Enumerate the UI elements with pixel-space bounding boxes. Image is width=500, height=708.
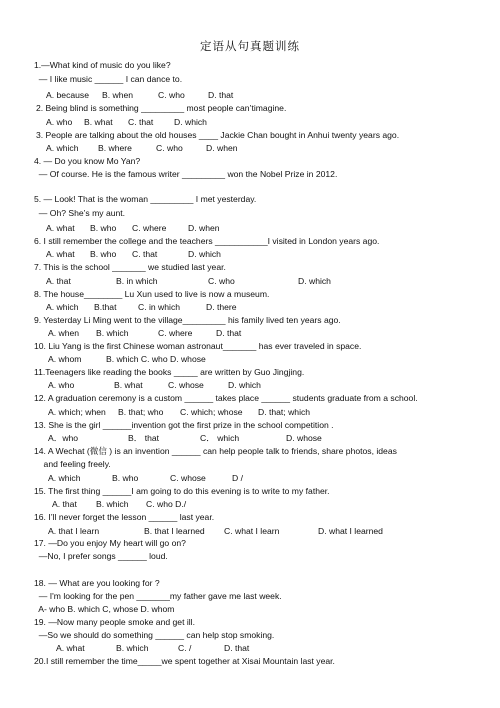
q18-line2: — I'm looking for the pen _______my father gave me last week. <box>34 591 282 601</box>
q5-line2: — Oh? She’s my aunt. <box>34 208 126 218</box>
q10-option-a: A. whom <box>48 354 82 364</box>
q19-option-a: A. what <box>56 643 85 653</box>
q1-option-a: A. because <box>46 90 89 100</box>
q9-line1: 9. Yesterday Li Ming went to the village_________ his family lived ten years ago. <box>34 315 341 325</box>
q15-option-b: B. which <box>96 499 129 509</box>
q5-line1: 5. — Look! That is the woman _________ I met yesterday. <box>34 194 257 204</box>
q6-line1: 6. I still remember the college and the teachers ___________I visited in London years ago. <box>34 236 380 246</box>
q6-option-b: B. who <box>90 249 117 259</box>
q13-option-a: A．who <box>48 433 79 443</box>
q13-option-c: C． which <box>200 433 240 443</box>
q10-line1: 10. Liu Yang is the first Chinese woman astronaut_______ has ever traveled in space. <box>34 341 362 351</box>
q17-line2: —No, I prefer songs ______ loud. <box>34 551 168 561</box>
q7-line1: 7. This is the school _______ we studied last year. <box>34 262 226 272</box>
q13-option-d: D. whose <box>286 433 322 443</box>
q5-option-b: B. who <box>90 223 117 233</box>
q19-line2: —So we should do something ______ can help stop smoking. <box>34 630 275 640</box>
q12-option-d: D. that; which <box>258 407 311 417</box>
q12-option-a: A. which; when <box>48 407 106 417</box>
q12-option-c: C. which; whose <box>180 407 243 417</box>
q13-line1: 13. She is the girl ______invention got the first prize in the school competition . <box>34 420 334 430</box>
q9-option-a: A. when <box>48 328 80 338</box>
q5-option-d: D. when <box>188 223 220 233</box>
q13-option-b: B． that <box>128 433 160 443</box>
q19-option-c: C. / <box>178 643 192 653</box>
q10-option-bcd: B. which C. who D. whose <box>106 354 206 364</box>
q2-option-b: B. what <box>84 117 113 127</box>
q15-option-cd: C. who D./ <box>146 499 187 509</box>
q9-option-b: B. which <box>96 328 129 338</box>
q5-option-c: C. where <box>132 223 167 233</box>
q8-option-c: C. in which <box>138 302 181 312</box>
q11-option-d: D. which <box>228 380 261 390</box>
page-title: 定语从句真题训练 <box>200 39 300 53</box>
q16-option-a: A. that I learn <box>48 526 100 536</box>
q18-line1: 18. — What are you looking for ? <box>34 578 160 588</box>
q19-option-d: D. that <box>224 643 250 653</box>
q19-option-b: B. which <box>116 643 149 653</box>
q1-line1: 1.—What kind of music do you like? <box>34 60 171 70</box>
q1-option-c: C. who <box>158 90 185 100</box>
q3-option-b: B. where <box>98 143 132 153</box>
q19-line1: 19. —Now many people smoke and get ill. <box>34 617 195 627</box>
q9-option-d: D. that <box>216 328 242 338</box>
q8-option-d: D. there <box>206 302 237 312</box>
q12-option-b: B. that; who <box>118 407 164 417</box>
q11-option-c: C. whose <box>168 380 204 390</box>
q14-option-b: B. who <box>112 473 139 483</box>
q8-option-a: A. which <box>46 302 79 312</box>
q1-option-d: D. that <box>208 90 234 100</box>
q16-option-b: B. that I learned <box>144 526 205 536</box>
q6-option-a: A. what <box>46 249 75 259</box>
q14-option-d: D / <box>232 473 243 483</box>
q12-line1: 12. A graduation ceremony is a custom ______ takes place ______ students graduate from a school. <box>34 393 418 403</box>
q7-option-b: B. in which <box>116 276 158 286</box>
q2-option-c: C. that <box>128 117 154 127</box>
q1-line2: — I like music ______ I can dance to. <box>34 74 183 84</box>
q4-line2: — Of course. He is the famous writer _________ won the Nobel Prize in 2012. <box>34 169 338 179</box>
q8-line1: 8. The house________ Lu Xun used to live is now a museum. <box>34 289 270 299</box>
q20-line1: 20.I still remember the time_____we spent together at Xisai Mountain last year. <box>34 656 335 666</box>
q7-option-c: C. who <box>208 276 235 286</box>
q15-option-a: A. that <box>52 499 77 509</box>
q3-line1: 3. People are talking about the old houses ____ Jackie Chan bought in Anhui twenty years ago. <box>36 130 400 140</box>
q14-line1: 14. A Wechat (微信 ) is an invention ______ can help people talk to friends, share photos, ideas <box>34 446 397 456</box>
q17-line1: 17. —Do you enjoy My heart will go on? <box>34 538 186 548</box>
q2-option-d: D. which <box>174 117 207 127</box>
q16-line1: 16. I’ll never forget the lesson ______ last year. <box>34 512 215 522</box>
q11-line1: 11.Teenagers like reading the books _____ are written by Guo Jingjing. <box>34 367 305 377</box>
q8-option-b: B.that <box>94 302 117 312</box>
q7-option-d: D. which <box>298 276 331 286</box>
q14-line2: and feeling freely. <box>34 459 111 469</box>
q1-option-b: B. when <box>102 90 134 100</box>
q16-option-d: D. what I learned <box>318 526 383 536</box>
q18-line3: A- who B. which C, whose D. whom <box>34 604 175 614</box>
q14-option-c: C. whose <box>170 473 206 483</box>
q16-option-c: C. what I learn <box>224 526 280 536</box>
q2-line1: 2. Being blind is something _________ most people can’timagine. <box>36 103 287 113</box>
q15-line1: 15. The first thing ______I am going to do this evening is to write to my father. <box>34 486 330 496</box>
q2-option-a: A. who <box>46 117 73 127</box>
q6-option-d: D. which <box>188 249 221 259</box>
q3-option-a: A. which <box>46 143 79 153</box>
q3-option-d: D. when <box>206 143 238 153</box>
q3-option-c: C. who <box>156 143 183 153</box>
q6-option-c: C. that <box>132 249 158 259</box>
q7-option-a: A. that <box>46 276 71 286</box>
q5-option-a: A. what <box>46 223 75 233</box>
q11-option-b: B. what <box>114 380 143 390</box>
q11-option-a: A. who <box>48 380 75 390</box>
q14-option-a: A. which <box>48 473 81 483</box>
q9-option-c: C. where <box>158 328 193 338</box>
q4-line1: 4. — Do you know Mo Yan? <box>34 156 141 166</box>
